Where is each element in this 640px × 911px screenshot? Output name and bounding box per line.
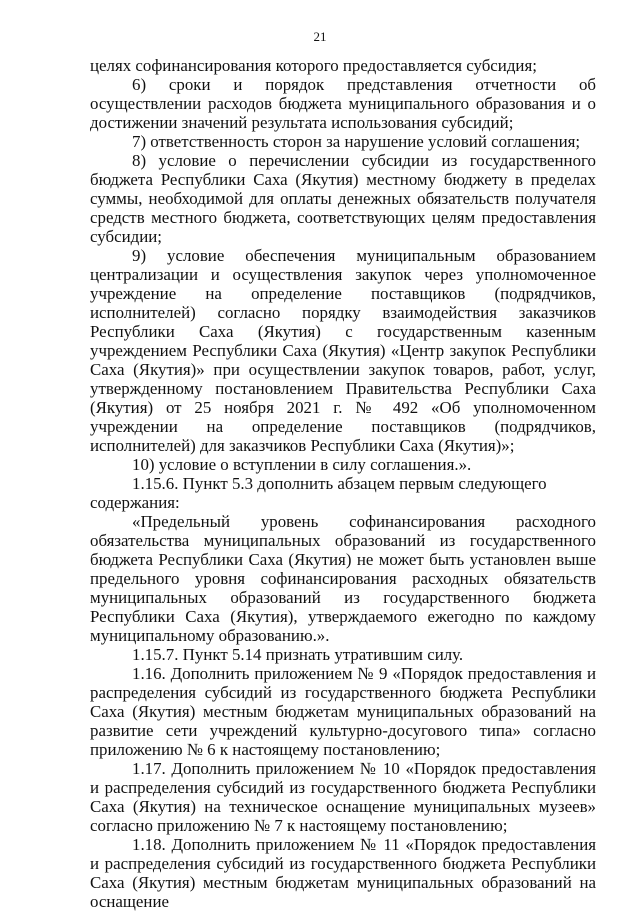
- paragraph-1-15-6: 1.15.6. Пункт 5.3 дополнить абзацем первым следующего содержания:: [90, 474, 547, 512]
- paragraph-item-9: 9) условие обеспечения муниципальным образованием централизации и осуществления закупок через уполномоченное учреждение на определение поставщиков (подрядчиков, исполнителей) согласно порядку взаимодействия заказчиков Республики Саха (Якутия) с государственным казенным учреждением Республики Саха (Якутия) «Центр закупок Республики Саха (Якутия)» при осуществлении закупок товаров, работ, услуг, утвержденному постановлением Правительства Республики Саха (Якутия) от 25 ноября 2021 г. № 492 «Об уполномоченном учреждении на определение поставщиков (подрядчиков, исполнителей) для заказчиков Республики Саха (Якутия)»;: [90, 246, 596, 455]
- paragraph-item-10: 10) условие о вступлении в силу соглашения.».: [132, 455, 472, 474]
- paragraph-item-7: 7) ответственность сторон за нарушение условий соглашения;: [132, 132, 581, 151]
- paragraph-1-16: 1.16. Дополнить приложением № 9 «Порядок предоставления и распределения субсидий из государственного бюджета Республики Саха (Якутия) местным бюджетам муниципальных образований на развитие сети учреждений культурно-досугового типа» согласно приложению № 6 к настоящему постановлению;: [90, 664, 596, 759]
- document-body: [90, 56, 596, 911]
- paragraph-continuation: целях софинансирования которого предоставляется субсидия;: [90, 56, 537, 75]
- paragraph-item-6: 6) сроки и порядок представления отчетности об осуществлении расходов бюджета муниципального образования и о достижении значений результата использования субсидий;: [90, 75, 596, 132]
- paragraph-quote-cofinancing: «Предельный уровень софинансирования расходного обязательства муниципальных образований из государственного бюджета Республики Саха (Якутия) не может быть установлен выше предельного уровня софинансирования расходных обязательств муниципальных образований из государственного бюджета Республики Саха (Якутия), утверждаемого ежегодно по каждому муниципальному образованию.».: [90, 512, 596, 645]
- paragraph-1-18: 1.18. Дополнить приложением № 11 «Порядок предоставления и распределения субсидий из государственного бюджета Республики Саха (Якутия) местным бюджетам муниципальных образований на оснащение: [90, 835, 596, 911]
- page-number: 21: [313, 29, 327, 44]
- paragraph-item-8: 8) условие о перечислении субсидии из государственного бюджета Республики Саха (Якутия) местному бюджету в пределах суммы, необходимой для оплаты денежных обязательств получателя средств местного бюджета, соответствующих целям предоставления субсидии;: [90, 151, 596, 246]
- paragraph-1-17: 1.17. Дополнить приложением № 10 «Порядок предоставления и распределения субсидий из государственного бюджета Республики Саха (Якутия) на техническое оснащение муниципальных музеев» согласно приложению № 7 к настоящему постановлению;: [90, 759, 596, 835]
- paragraph-1-15-7: 1.15.7. Пункт 5.14 признать утратившим силу.: [132, 645, 464, 664]
